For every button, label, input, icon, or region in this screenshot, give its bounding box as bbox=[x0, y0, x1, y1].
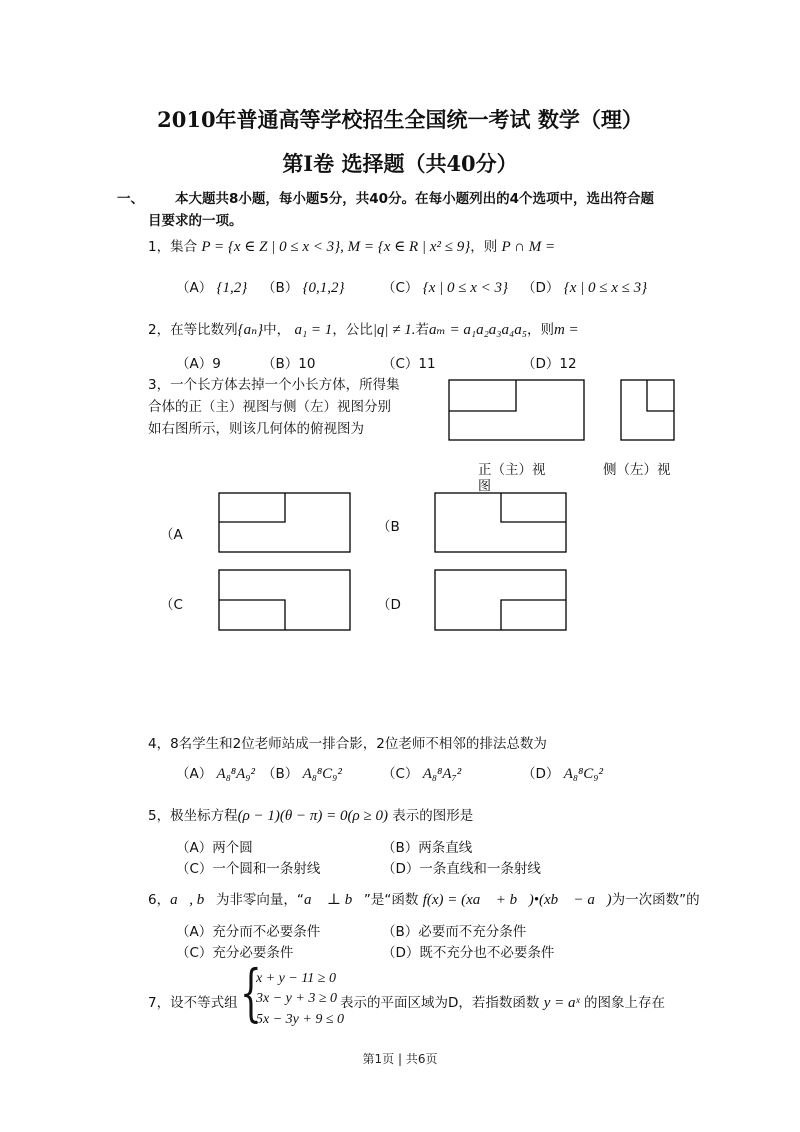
q5-option-a: （A）两个圆 bbox=[176, 840, 253, 856]
q7-ineq-3: 5x − 3y + 9 ≤ 0 bbox=[256, 1012, 345, 1027]
q4-option-c: （C） A₈⁸A₇² bbox=[382, 766, 462, 782]
side-view-figure bbox=[621, 380, 674, 440]
q4-option-d: （D） A₈⁸C₉² bbox=[522, 766, 604, 782]
question-2: 2，在等比数列{aₙ}中， a₁ = 1，公比|q| ≠ 1.若aₘ = a₁a₂a₃a₄a₅，则m = bbox=[148, 322, 579, 338]
question-5: 5，极坐标方程(ρ − 1)(θ − π) = 0(ρ ≥ 0) 表示的图形是 bbox=[148, 808, 474, 824]
side-view-label: 侧（左）视 bbox=[603, 462, 671, 478]
q7-stem-rest: 表示的平面区域为D，若指数函数 y = aˣ 的图象上存在 bbox=[340, 995, 666, 1011]
q6-option-c: （C）充分必要条件 bbox=[176, 945, 294, 961]
q1-option-b: （B） {0,1,2} bbox=[262, 280, 345, 296]
q6-option-b: （B）必要而不充分条件 bbox=[382, 924, 527, 940]
q1-stem-math: P = {x ∈ Z | 0 ≤ x < 3}, M = {x ∈ R | x² ≤ 9} bbox=[201, 239, 471, 255]
q3-option-d-label: （D bbox=[377, 597, 401, 613]
section-instruction-line2: 目要求的一项。 bbox=[148, 213, 243, 229]
q5-option-b: （B）两条直线 bbox=[382, 840, 473, 856]
front-view-figure bbox=[449, 380, 584, 440]
q7-ineq-2: 3x − y + 3 ≥ 0 bbox=[256, 991, 338, 1006]
section-instruction-line1: 本大题共8小题，每小题5分，共40分。在每小题列出的4个选项中，选出符合题 bbox=[175, 191, 654, 207]
q1-option-c: （C） {x | 0 ≤ x < 3} bbox=[382, 280, 509, 296]
front-view-label-cont: 图 bbox=[478, 479, 492, 494]
question-4: 4，8名学生和2位老师站成一排合影，2位老师不相邻的排法总数为 bbox=[148, 736, 547, 752]
q3-option-b-label: （B bbox=[377, 519, 400, 535]
q7-brace: { bbox=[240, 956, 262, 1029]
q5-option-d: （D）一条直线和一条射线 bbox=[382, 861, 541, 877]
q7-ineq-1: x + y − 11 ≥ 0 bbox=[256, 971, 336, 986]
q2-option-c: （C）11 bbox=[382, 356, 436, 372]
page-footer: 第1页 | 共6页 bbox=[362, 1052, 438, 1066]
option-b-figure bbox=[435, 493, 566, 552]
q4-option-a: （A） A₈⁸A₉² bbox=[176, 766, 256, 782]
section-number: 一、 bbox=[117, 191, 144, 207]
q2-option-b: （B）10 bbox=[262, 356, 316, 372]
q3-stem-line2: 合体的正（主）视图与侧（左）视图分别 bbox=[148, 399, 391, 415]
q4-option-b: （B） A₈⁸C₉² bbox=[262, 766, 342, 782]
page-title: 2010年普通高等学校招生全国统一考试 数学（理） bbox=[157, 107, 643, 132]
q1-stem-math2: P ∩ M = bbox=[501, 239, 556, 255]
front-view-label: 正（主）视 bbox=[478, 462, 546, 478]
q6-option-d: （D）既不充分也不必要条件 bbox=[382, 945, 555, 961]
q3-stem-line3: 如右图所示，则该几何体的俯视图为 bbox=[148, 421, 364, 437]
q1-stem-suffix: ，则 bbox=[470, 239, 498, 255]
q2-option-a: （A）9 bbox=[176, 356, 221, 372]
q6-option-a: （A）充分而不必要条件 bbox=[176, 924, 321, 940]
option-d-figure bbox=[435, 570, 566, 630]
q1-stem-prefix: 集合 bbox=[170, 239, 198, 255]
option-a-figure bbox=[219, 493, 350, 552]
section-title: 第I卷 选择题（共40分） bbox=[282, 151, 518, 176]
q3-option-c-label: （C bbox=[160, 597, 183, 613]
q3-stem-line1: 3，一个长方体去掉一个小长方体，所得集 bbox=[148, 377, 400, 393]
q1-number: 1， bbox=[148, 239, 171, 255]
q2-option-d: （D）12 bbox=[522, 356, 577, 372]
q1-option-d: （D） {x | 0 ≤ x ≤ 3} bbox=[522, 280, 648, 296]
q1-option-a: （A） {1,2} bbox=[176, 280, 248, 296]
q5-option-c: （C）一个圆和一条射线 bbox=[176, 861, 321, 877]
option-c-figure bbox=[219, 570, 350, 630]
q7-number: 7，设不等式组 bbox=[148, 995, 238, 1011]
q3-option-a-label: （A bbox=[160, 527, 183, 543]
question-6: 6，a⃗, b⃗为非零向量，“a⃗ ⊥ b⃗”是“函数 f(x) = (xa⃗ + b⃗)•(xb⃗ − a⃗)为一次函数”的 bbox=[148, 892, 700, 908]
